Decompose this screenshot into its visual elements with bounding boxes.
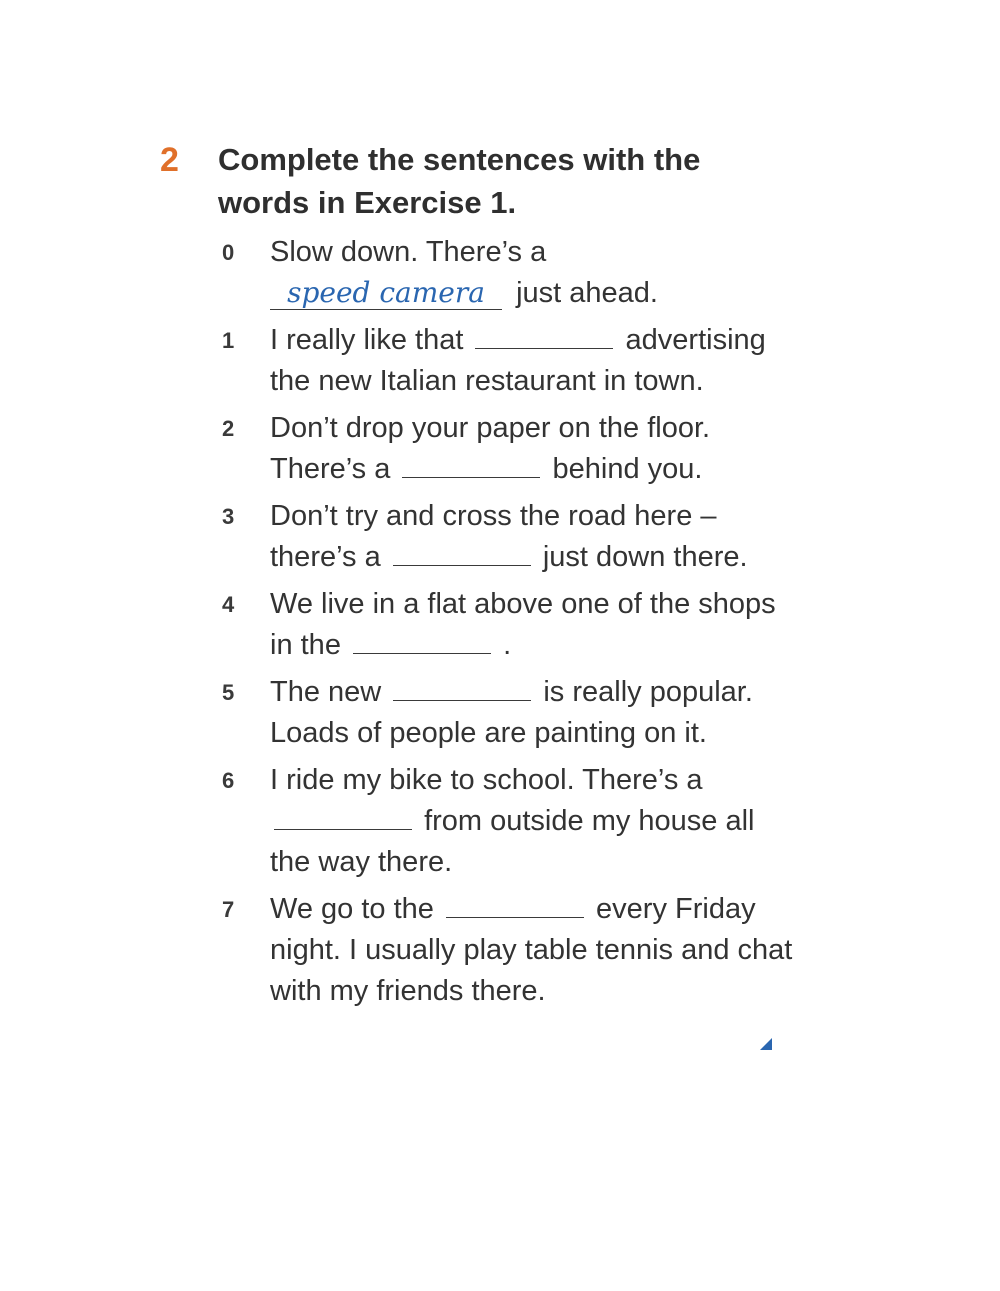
sentence-text-after: is really popular. Loads of people are painting on it. xyxy=(270,676,753,749)
sentence-text-before: I ride my bike to school. There’s a xyxy=(270,764,703,796)
sentence-item-2 xyxy=(218,408,820,490)
sentence-text-after: . xyxy=(503,629,512,661)
sentence-text-after: advertising the new Italian restaurant in town. xyxy=(270,324,766,397)
sentence-text-before: The new xyxy=(270,676,382,708)
sentence-item-5 xyxy=(218,672,820,754)
answer-blank[interactable] xyxy=(402,451,540,478)
sentence-text-before: Don’t drop your paper on the floor. There’s a xyxy=(270,412,711,485)
answer-blank[interactable] xyxy=(274,803,412,830)
sentence-text-after: just down there. xyxy=(542,541,748,573)
exercise-number: 2 xyxy=(160,141,179,179)
sentence-item-1 xyxy=(218,320,820,402)
answer-blank[interactable] xyxy=(446,891,584,918)
item-number: 3 xyxy=(222,504,235,529)
sentence-text-before: We go to the xyxy=(270,893,434,925)
item-number: 1 xyxy=(222,328,235,353)
item-number: 0 xyxy=(222,240,235,265)
sentence-text-after: just ahead. xyxy=(516,277,658,309)
sentence-text-after: every Friday night. I usually play table tennis and chat with my friends there. xyxy=(270,893,793,1007)
sentence-item-4 xyxy=(218,584,820,666)
answer-blank[interactable] xyxy=(393,674,531,701)
sentence-text-after: behind you. xyxy=(552,453,703,485)
answer-blank[interactable] xyxy=(393,539,531,566)
exercise-instruction: Complete the sentences with the words in Exercise 1. xyxy=(218,142,701,220)
answer-blank[interactable] xyxy=(353,627,491,654)
sentence-text-after: from outside my house all the way there. xyxy=(270,805,755,878)
item-number: 5 xyxy=(222,680,235,705)
sentence-item-3 xyxy=(218,496,820,578)
sentence-list xyxy=(160,232,820,1012)
exercise-2 xyxy=(160,138,820,1018)
answer-blank[interactable] xyxy=(475,322,613,349)
sentence-text-before: Don’t try and cross the road here – there’s a xyxy=(270,500,717,573)
sentence-text-before: Slow down. There’s a xyxy=(270,236,547,268)
sentence-item-6 xyxy=(218,760,820,883)
example-answer: speed camera xyxy=(270,277,502,310)
item-number: 6 xyxy=(222,768,235,793)
sentence-text-before: I really like that xyxy=(270,324,464,356)
corner-triangle-icon xyxy=(760,1038,772,1050)
sentence-item-0 xyxy=(218,232,820,314)
sentence-text-before: We live in a flat above one of the shops in the xyxy=(270,588,776,661)
sentence-item-7 xyxy=(218,889,820,1012)
exercise-heading xyxy=(160,138,820,224)
item-number: 2 xyxy=(222,416,235,441)
item-number: 7 xyxy=(222,897,235,922)
item-number: 4 xyxy=(222,592,235,617)
